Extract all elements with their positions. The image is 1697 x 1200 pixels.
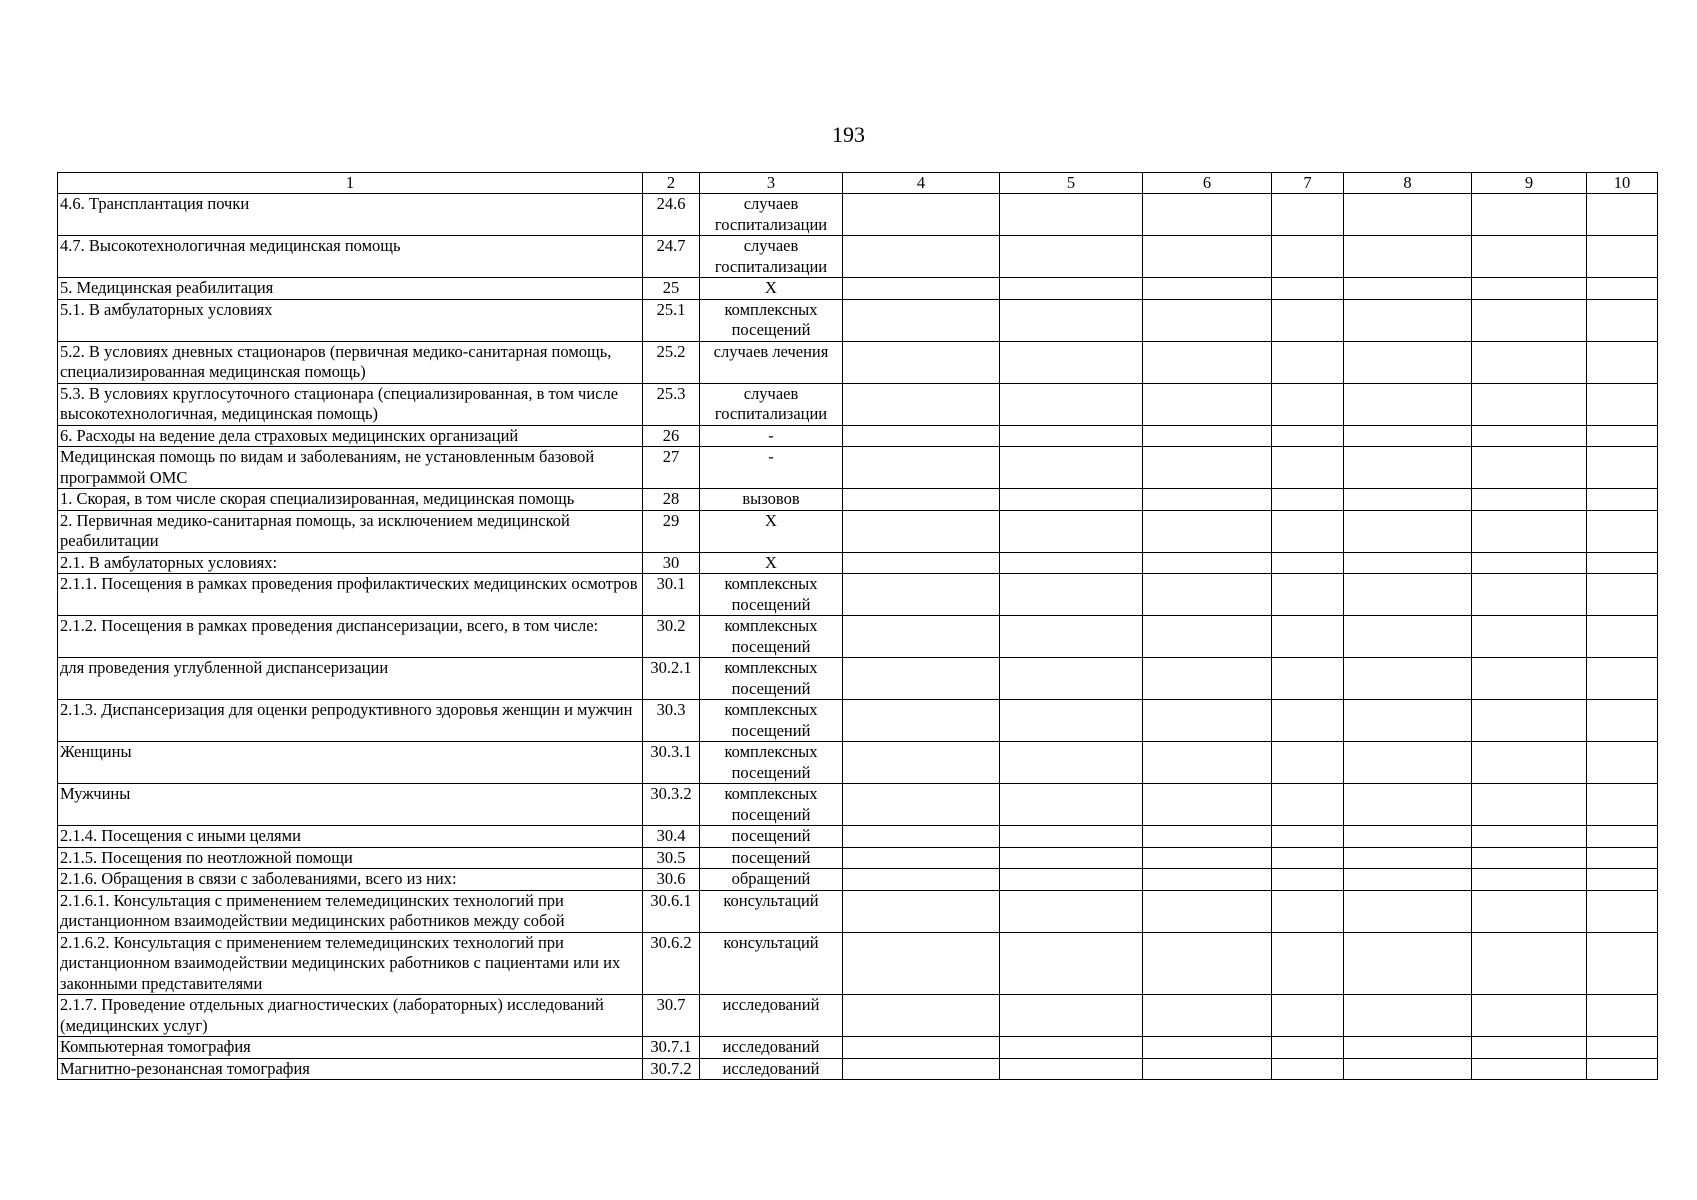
row-name-cell: 5.2. В условиях дневных стационаров (первичная медико-санитарная помощь, специализированная медицинская помощь): [58, 341, 643, 383]
table-row: [58, 194, 1658, 236]
empty-value-cell: [1000, 447, 1143, 489]
empty-value-cell: [843, 742, 1000, 784]
empty-value-cell: [1000, 1058, 1143, 1080]
table-row: [58, 236, 1658, 278]
empty-value-cell: [843, 194, 1000, 236]
empty-value-cell: [1344, 299, 1472, 341]
row-name-cell: 2.1.1. Посещения в рамках проведения профилактических медицинских осмотров: [58, 574, 643, 616]
row-unit-cell: -: [700, 447, 843, 489]
empty-value-cell: [1344, 700, 1472, 742]
empty-value-cell: [1272, 510, 1344, 552]
row-unit-cell: посещений: [700, 847, 843, 869]
table-row: [58, 616, 1658, 658]
empty-value-cell: [1000, 552, 1143, 574]
empty-value-cell: [1587, 995, 1658, 1037]
empty-value-cell: [1344, 616, 1472, 658]
empty-value-cell: [1272, 932, 1344, 995]
row-code-cell: 30.2: [643, 616, 700, 658]
table-row: [58, 658, 1658, 700]
empty-value-cell: [843, 278, 1000, 300]
empty-value-cell: [1587, 489, 1658, 511]
empty-value-cell: [1143, 616, 1272, 658]
empty-value-cell: [1472, 383, 1587, 425]
header-cell: 8: [1344, 173, 1472, 194]
row-unit-cell: исследований: [700, 1058, 843, 1080]
page-number: 193: [832, 122, 865, 147]
row-unit-cell: комплексных посещений: [700, 616, 843, 658]
empty-value-cell: [1472, 489, 1587, 511]
table-row: [58, 1037, 1658, 1059]
empty-value-cell: [1143, 1058, 1272, 1080]
header-cell: 6: [1143, 173, 1272, 194]
row-name-cell: 5.3. В условиях круглосуточного стационара (специализированная, в том числе высокотехнологичная, медицинская помощь): [58, 383, 643, 425]
row-code-cell: 27: [643, 447, 700, 489]
empty-value-cell: [1344, 489, 1472, 511]
empty-value-cell: [1472, 447, 1587, 489]
empty-value-cell: [1143, 658, 1272, 700]
empty-value-cell: [1587, 194, 1658, 236]
row-code-cell: 25.2: [643, 341, 700, 383]
empty-value-cell: [1587, 447, 1658, 489]
empty-value-cell: [1472, 890, 1587, 932]
row-name-cell: 2. Первичная медико-санитарная помощь, за исключением медицинской реабилитации: [58, 510, 643, 552]
empty-value-cell: [1272, 995, 1344, 1037]
row-name-cell: 2.1.2. Посещения в рамках проведения диспансеризации, всего, в том числе:: [58, 616, 643, 658]
empty-value-cell: [843, 489, 1000, 511]
row-code-cell: 30.4: [643, 826, 700, 848]
table-row: [58, 552, 1658, 574]
empty-value-cell: [1472, 1058, 1587, 1080]
empty-value-cell: [1472, 425, 1587, 447]
row-unit-cell: Х: [700, 510, 843, 552]
empty-value-cell: [1587, 1037, 1658, 1059]
empty-value-cell: [1000, 236, 1143, 278]
empty-value-cell: [1344, 932, 1472, 995]
empty-value-cell: [1472, 299, 1587, 341]
empty-value-cell: [1344, 995, 1472, 1037]
empty-value-cell: [1143, 510, 1272, 552]
table-row: [58, 425, 1658, 447]
empty-value-cell: [1000, 425, 1143, 447]
empty-value-cell: [1472, 278, 1587, 300]
row-unit-cell: вызовов: [700, 489, 843, 511]
empty-value-cell: [1344, 890, 1472, 932]
empty-value-cell: [843, 700, 1000, 742]
empty-value-cell: [1143, 742, 1272, 784]
empty-value-cell: [1344, 236, 1472, 278]
empty-value-cell: [843, 658, 1000, 700]
empty-value-cell: [1344, 574, 1472, 616]
row-code-cell: 30.7.1: [643, 1037, 700, 1059]
empty-value-cell: [1272, 194, 1344, 236]
empty-value-cell: [843, 995, 1000, 1037]
table-row: [58, 278, 1658, 300]
empty-value-cell: [1143, 236, 1272, 278]
empty-value-cell: [1344, 341, 1472, 383]
empty-value-cell: [1000, 489, 1143, 511]
row-name-cell: 2.1.6. Обращения в связи с заболеваниями, всего из них:: [58, 869, 643, 891]
row-unit-cell: комплексных посещений: [700, 784, 843, 826]
empty-value-cell: [1272, 616, 1344, 658]
row-unit-cell: исследований: [700, 995, 843, 1037]
empty-value-cell: [1344, 552, 1472, 574]
empty-value-cell: [843, 425, 1000, 447]
table-row: [58, 890, 1658, 932]
empty-value-cell: [843, 890, 1000, 932]
row-name-cell: 5. Медицинская реабилитация: [58, 278, 643, 300]
row-name-cell: Женщины: [58, 742, 643, 784]
row-code-cell: 30: [643, 552, 700, 574]
row-code-cell: 30.7.2: [643, 1058, 700, 1080]
empty-value-cell: [843, 616, 1000, 658]
empty-value-cell: [1344, 194, 1472, 236]
empty-value-cell: [843, 1058, 1000, 1080]
row-unit-cell: случаев госпитализации: [700, 236, 843, 278]
empty-value-cell: [1000, 574, 1143, 616]
empty-value-cell: [1472, 510, 1587, 552]
empty-value-cell: [1587, 510, 1658, 552]
empty-value-cell: [1472, 847, 1587, 869]
empty-value-cell: [1000, 869, 1143, 891]
empty-value-cell: [1587, 742, 1658, 784]
empty-value-cell: [1587, 341, 1658, 383]
empty-value-cell: [1472, 826, 1587, 848]
empty-value-cell: [1472, 700, 1587, 742]
empty-value-cell: [1344, 869, 1472, 891]
empty-value-cell: [1587, 658, 1658, 700]
header-cell: 3: [700, 173, 843, 194]
empty-value-cell: [1344, 742, 1472, 784]
empty-value-cell: [1472, 341, 1587, 383]
empty-value-cell: [843, 383, 1000, 425]
row-name-cell: 6. Расходы на ведение дела страховых медицинских организаций: [58, 425, 643, 447]
empty-value-cell: [1272, 341, 1344, 383]
row-code-cell: 25.1: [643, 299, 700, 341]
empty-value-cell: [1000, 742, 1143, 784]
row-name-cell: Магнитно-резонансная томография: [58, 1058, 643, 1080]
empty-value-cell: [1272, 278, 1344, 300]
empty-value-cell: [1472, 552, 1587, 574]
row-name-cell: 2.1.3. Диспансеризация для оценки репродуктивного здоровья женщин и мужчин: [58, 700, 643, 742]
empty-value-cell: [1587, 1058, 1658, 1080]
row-unit-cell: случаев госпитализации: [700, 194, 843, 236]
header-cell: 7: [1272, 173, 1344, 194]
empty-value-cell: [1000, 847, 1143, 869]
empty-value-cell: [1344, 847, 1472, 869]
empty-value-cell: [843, 932, 1000, 995]
empty-value-cell: [843, 510, 1000, 552]
empty-value-cell: [1000, 383, 1143, 425]
row-unit-cell: исследований: [700, 1037, 843, 1059]
row-code-cell: 30.1: [643, 574, 700, 616]
row-unit-cell: обращений: [700, 869, 843, 891]
empty-value-cell: [1000, 341, 1143, 383]
row-code-cell: 29: [643, 510, 700, 552]
table-row: [58, 1058, 1658, 1080]
row-unit-cell: комплексных посещений: [700, 700, 843, 742]
empty-value-cell: [1587, 278, 1658, 300]
empty-value-cell: [1472, 784, 1587, 826]
empty-value-cell: [1272, 1037, 1344, 1059]
row-unit-cell: консультаций: [700, 890, 843, 932]
table-row: [58, 341, 1658, 383]
empty-value-cell: [1272, 847, 1344, 869]
table-row: [58, 574, 1658, 616]
row-name-cell: для проведения углубленной диспансеризации: [58, 658, 643, 700]
empty-value-cell: [1272, 299, 1344, 341]
empty-value-cell: [1344, 658, 1472, 700]
empty-value-cell: [1587, 932, 1658, 995]
empty-value-cell: [1000, 784, 1143, 826]
row-code-cell: 30.7: [643, 995, 700, 1037]
empty-value-cell: [1472, 616, 1587, 658]
empty-value-cell: [1472, 574, 1587, 616]
empty-value-cell: [1344, 826, 1472, 848]
table-row: [58, 869, 1658, 891]
header-cell: 9: [1472, 173, 1587, 194]
empty-value-cell: [1587, 299, 1658, 341]
empty-value-cell: [1143, 552, 1272, 574]
empty-value-cell: [1344, 510, 1472, 552]
empty-value-cell: [1000, 299, 1143, 341]
empty-value-cell: [1587, 383, 1658, 425]
row-unit-cell: случаев лечения: [700, 341, 843, 383]
row-unit-cell: Х: [700, 552, 843, 574]
empty-value-cell: [1272, 742, 1344, 784]
row-name-cell: 4.6. Трансплантация почки: [58, 194, 643, 236]
empty-value-cell: [1272, 1058, 1344, 1080]
table-row: [58, 932, 1658, 995]
empty-value-cell: [1000, 995, 1143, 1037]
header-cell: 4: [843, 173, 1000, 194]
empty-value-cell: [1472, 869, 1587, 891]
empty-value-cell: [1587, 700, 1658, 742]
empty-value-cell: [1587, 826, 1658, 848]
empty-value-cell: [1000, 700, 1143, 742]
row-unit-cell: случаев госпитализации: [700, 383, 843, 425]
row-unit-cell: консультаций: [700, 932, 843, 995]
table-row: [58, 784, 1658, 826]
empty-value-cell: [1143, 826, 1272, 848]
empty-value-cell: [1000, 194, 1143, 236]
empty-value-cell: [1000, 278, 1143, 300]
empty-value-cell: [1587, 869, 1658, 891]
empty-value-cell: [1000, 890, 1143, 932]
empty-value-cell: [1143, 278, 1272, 300]
row-unit-cell: комплексных посещений: [700, 299, 843, 341]
empty-value-cell: [1272, 784, 1344, 826]
empty-value-cell: [843, 1037, 1000, 1059]
row-name-cell: 2.1.4. Посещения с иными целями: [58, 826, 643, 848]
empty-value-cell: [1272, 425, 1344, 447]
empty-value-cell: [843, 574, 1000, 616]
row-name-cell: 5.1. В амбулаторных условиях: [58, 299, 643, 341]
row-name-cell: 2.1. В амбулаторных условиях:: [58, 552, 643, 574]
row-code-cell: 25.3: [643, 383, 700, 425]
empty-value-cell: [1143, 869, 1272, 891]
row-code-cell: 30.3: [643, 700, 700, 742]
row-name-cell: Медицинская помощь по видам и заболеваниям, не установленным базовой программой ОМС: [58, 447, 643, 489]
row-name-cell: 4.7. Высокотехнологичная медицинская помощь: [58, 236, 643, 278]
row-code-cell: 28: [643, 489, 700, 511]
table-row: [58, 510, 1658, 552]
empty-value-cell: [1143, 299, 1272, 341]
empty-value-cell: [1587, 616, 1658, 658]
row-code-cell: 26: [643, 425, 700, 447]
empty-value-cell: [1143, 194, 1272, 236]
empty-value-cell: [1587, 552, 1658, 574]
empty-value-cell: [1000, 658, 1143, 700]
table-row: [58, 447, 1658, 489]
header-cell: 10: [1587, 173, 1658, 194]
empty-value-cell: [843, 869, 1000, 891]
empty-value-cell: [1143, 489, 1272, 511]
empty-value-cell: [843, 341, 1000, 383]
empty-value-cell: [1472, 236, 1587, 278]
empty-value-cell: [1344, 383, 1472, 425]
header-row: [58, 173, 1658, 194]
empty-value-cell: [1000, 826, 1143, 848]
row-code-cell: 30.6: [643, 869, 700, 891]
row-code-cell: 30.3.2: [643, 784, 700, 826]
empty-value-cell: [843, 826, 1000, 848]
empty-value-cell: [1472, 995, 1587, 1037]
empty-value-cell: [1272, 574, 1344, 616]
empty-value-cell: [1143, 1037, 1272, 1059]
row-unit-cell: посещений: [700, 826, 843, 848]
empty-value-cell: [1272, 826, 1344, 848]
empty-value-cell: [1272, 489, 1344, 511]
empty-value-cell: [843, 447, 1000, 489]
table-row: [58, 995, 1658, 1037]
empty-value-cell: [1587, 425, 1658, 447]
empty-value-cell: [1344, 1037, 1472, 1059]
empty-value-cell: [1272, 890, 1344, 932]
row-code-cell: 30.2.1: [643, 658, 700, 700]
empty-value-cell: [1272, 552, 1344, 574]
empty-value-cell: [1472, 932, 1587, 995]
row-name-cell: 2.1.6.2. Консультация с применением телемедицинских технологий при дистанционном взаимодействии медицинских работников с пациентами или их законными представителями: [58, 932, 643, 995]
table-row: [58, 826, 1658, 848]
table-row: [58, 700, 1658, 742]
row-code-cell: 25: [643, 278, 700, 300]
empty-value-cell: [843, 236, 1000, 278]
empty-value-cell: [1272, 447, 1344, 489]
empty-value-cell: [1344, 278, 1472, 300]
empty-value-cell: [1000, 616, 1143, 658]
table-row: [58, 847, 1658, 869]
row-unit-cell: комплексных посещений: [700, 658, 843, 700]
empty-value-cell: [1344, 784, 1472, 826]
row-unit-cell: -: [700, 425, 843, 447]
empty-value-cell: [1000, 932, 1143, 995]
row-name-cell: 2.1.7. Проведение отдельных диагностических (лабораторных) исследований (медицинских услуг): [58, 995, 643, 1037]
empty-value-cell: [1272, 869, 1344, 891]
table-row: [58, 489, 1658, 511]
row-unit-cell: комплексных посещений: [700, 574, 843, 616]
empty-value-cell: [1143, 700, 1272, 742]
empty-value-cell: [1587, 890, 1658, 932]
header-cell: 2: [643, 173, 700, 194]
data-table: [57, 172, 1658, 1080]
empty-value-cell: [1272, 700, 1344, 742]
empty-value-cell: [1344, 425, 1472, 447]
empty-value-cell: [843, 784, 1000, 826]
empty-value-cell: [1472, 742, 1587, 784]
empty-value-cell: [1000, 510, 1143, 552]
row-name-cell: 1. Скорая, в том числе скорая специализированная, медицинская помощь: [58, 489, 643, 511]
table-row: [58, 742, 1658, 784]
row-name-cell: Мужчины: [58, 784, 643, 826]
empty-value-cell: [1472, 658, 1587, 700]
row-code-cell: 30.3.1: [643, 742, 700, 784]
row-code-cell: 24.6: [643, 194, 700, 236]
row-name-cell: 2.1.5. Посещения по неотложной помощи: [58, 847, 643, 869]
row-name-cell: 2.1.6.1. Консультация с применением телемедицинских технологий при дистанционном взаимодействии медицинских работников между собой: [58, 890, 643, 932]
empty-value-cell: [1272, 658, 1344, 700]
empty-value-cell: [1587, 236, 1658, 278]
empty-value-cell: [1272, 236, 1344, 278]
empty-value-cell: [1143, 932, 1272, 995]
header-cell: 5: [1000, 173, 1143, 194]
empty-value-cell: [1143, 574, 1272, 616]
empty-value-cell: [1587, 784, 1658, 826]
empty-value-cell: [843, 552, 1000, 574]
empty-value-cell: [1344, 447, 1472, 489]
empty-value-cell: [1587, 574, 1658, 616]
empty-value-cell: [1143, 847, 1272, 869]
empty-value-cell: [1143, 784, 1272, 826]
empty-value-cell: [1344, 1058, 1472, 1080]
empty-value-cell: [1587, 847, 1658, 869]
table-row: [58, 299, 1658, 341]
empty-value-cell: [1143, 383, 1272, 425]
empty-value-cell: [1143, 341, 1272, 383]
empty-value-cell: [1143, 890, 1272, 932]
row-unit-cell: Х: [700, 278, 843, 300]
empty-value-cell: [1272, 383, 1344, 425]
empty-value-cell: [1472, 1037, 1587, 1059]
empty-value-cell: [1000, 1037, 1143, 1059]
row-name-cell: Компьютерная томография: [58, 1037, 643, 1059]
row-code-cell: 30.5: [643, 847, 700, 869]
row-code-cell: 24.7: [643, 236, 700, 278]
header-cell: 1: [58, 173, 643, 194]
empty-value-cell: [843, 299, 1000, 341]
empty-value-cell: [1143, 447, 1272, 489]
row-code-cell: 30.6.1: [643, 890, 700, 932]
empty-value-cell: [1143, 425, 1272, 447]
row-unit-cell: комплексных посещений: [700, 742, 843, 784]
empty-value-cell: [1472, 194, 1587, 236]
table-row: [58, 383, 1658, 425]
empty-value-cell: [843, 847, 1000, 869]
empty-value-cell: [1143, 995, 1272, 1037]
row-code-cell: 30.6.2: [643, 932, 700, 995]
